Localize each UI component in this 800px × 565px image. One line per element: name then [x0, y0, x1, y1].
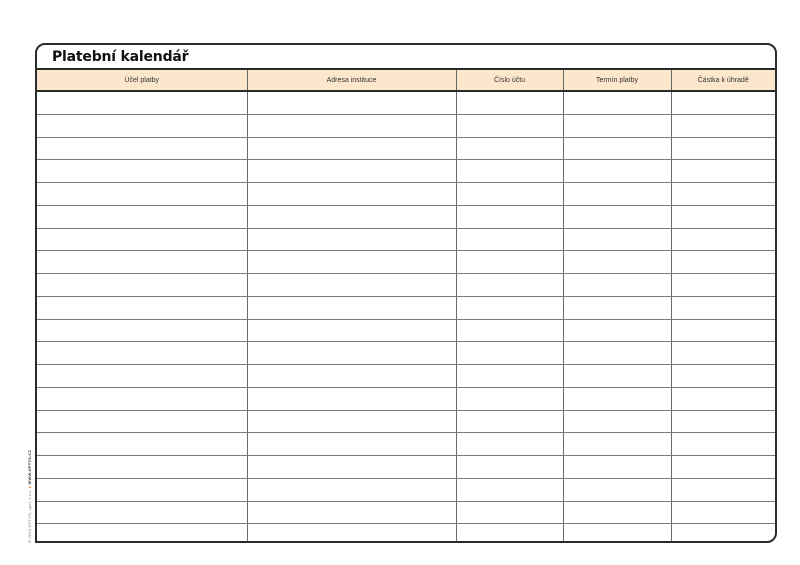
cell-institution-address[interactable] [247, 137, 456, 160]
table-row [37, 114, 775, 137]
cell-amount[interactable] [671, 410, 775, 433]
cell-institution-address[interactable] [247, 296, 456, 319]
cell-amount[interactable] [671, 433, 775, 456]
cell-account-number[interactable] [456, 524, 563, 543]
cell-due-date[interactable] [563, 160, 671, 183]
cell-due-date[interactable] [563, 296, 671, 319]
cell-institution-address[interactable] [247, 387, 456, 410]
cell-due-date[interactable] [563, 114, 671, 137]
cell-due-date[interactable] [563, 478, 671, 501]
table-row [37, 478, 775, 501]
cell-amount[interactable] [671, 365, 775, 388]
cell-due-date[interactable] [563, 319, 671, 342]
table-row [37, 205, 775, 228]
cell-due-date[interactable] [563, 410, 671, 433]
cell-institution-address[interactable] [247, 456, 456, 479]
table-header-row [37, 69, 775, 91]
table-row [37, 410, 775, 433]
separator-dot: ● [27, 485, 32, 489]
table-row [37, 160, 775, 183]
cell-amount[interactable] [671, 478, 775, 501]
table-row [37, 456, 775, 479]
cell-institution-address[interactable] [247, 342, 456, 365]
table-row [37, 137, 775, 160]
cell-purpose[interactable] [37, 342, 247, 365]
cell-account-number[interactable] [456, 478, 563, 501]
payment-table [37, 68, 775, 543]
cell-institution-address[interactable] [247, 91, 456, 114]
cell-institution-address[interactable] [247, 114, 456, 137]
cell-purpose[interactable] [37, 114, 247, 137]
cell-account-number[interactable] [456, 274, 563, 297]
cell-due-date[interactable] [563, 501, 671, 524]
cell-purpose[interactable] [37, 274, 247, 297]
cell-amount[interactable] [671, 456, 775, 479]
cell-account-number[interactable] [456, 342, 563, 365]
cell-purpose[interactable] [37, 365, 247, 388]
cell-account-number[interactable] [456, 137, 563, 160]
cell-due-date[interactable] [563, 251, 671, 274]
cell-amount[interactable] [671, 274, 775, 297]
cell-account-number[interactable] [456, 456, 563, 479]
column-header-institution-address: Adresa instituce [247, 69, 456, 91]
cell-institution-address[interactable] [247, 365, 456, 388]
copyright-text: © 2013 OPTYS, spol. s r.o. [27, 489, 32, 543]
column-header-amount: Částka k úhradě [671, 69, 775, 91]
cell-purpose[interactable] [37, 251, 247, 274]
cell-account-number[interactable] [456, 387, 563, 410]
table-row [37, 274, 775, 297]
cell-purpose[interactable] [37, 319, 247, 342]
cell-amount[interactable] [671, 114, 775, 137]
cell-account-number[interactable] [456, 251, 563, 274]
cell-due-date[interactable] [563, 456, 671, 479]
cell-due-date[interactable] [563, 183, 671, 206]
copyright-note [27, 450, 32, 543]
cell-account-number[interactable] [456, 160, 563, 183]
cell-purpose[interactable] [37, 501, 247, 524]
cell-purpose[interactable] [37, 456, 247, 479]
table-body [37, 91, 775, 543]
cell-account-number[interactable] [456, 319, 563, 342]
table-row [37, 501, 775, 524]
cell-institution-address[interactable] [247, 228, 456, 251]
cell-purpose[interactable] [37, 296, 247, 319]
table-row [37, 91, 775, 114]
cell-due-date[interactable] [563, 433, 671, 456]
table-row [37, 251, 775, 274]
cell-due-date[interactable] [563, 274, 671, 297]
payment-calendar-form [35, 43, 777, 543]
cell-purpose[interactable] [37, 387, 247, 410]
cell-account-number[interactable] [456, 410, 563, 433]
cell-due-date[interactable] [563, 91, 671, 114]
column-header-account-number: Číslo účtu [456, 69, 563, 91]
cell-due-date[interactable] [563, 342, 671, 365]
cell-institution-address[interactable] [247, 319, 456, 342]
cell-institution-address[interactable] [247, 205, 456, 228]
cell-institution-address[interactable] [247, 410, 456, 433]
cell-account-number[interactable] [456, 114, 563, 137]
table-row [37, 433, 775, 456]
cell-institution-address[interactable] [247, 183, 456, 206]
cell-account-number[interactable] [456, 296, 563, 319]
cell-amount[interactable] [671, 296, 775, 319]
cell-amount[interactable] [671, 205, 775, 228]
cell-account-number[interactable] [456, 433, 563, 456]
cell-amount[interactable] [671, 319, 775, 342]
table-row [37, 296, 775, 319]
table-row [37, 183, 775, 206]
cell-amount[interactable] [671, 160, 775, 183]
table-row [37, 228, 775, 251]
cell-amount[interactable] [671, 342, 775, 365]
cell-due-date[interactable] [563, 387, 671, 410]
cell-amount[interactable] [671, 387, 775, 410]
cell-account-number[interactable] [456, 365, 563, 388]
cell-due-date[interactable] [563, 228, 671, 251]
cell-account-number[interactable] [456, 501, 563, 524]
cell-amount[interactable] [671, 228, 775, 251]
table-row [37, 387, 775, 410]
cell-purpose[interactable] [37, 524, 247, 543]
cell-due-date[interactable] [563, 137, 671, 160]
table-row [37, 365, 775, 388]
cell-due-date[interactable] [563, 524, 671, 543]
cell-institution-address[interactable] [247, 524, 456, 543]
cell-account-number[interactable] [456, 183, 563, 206]
cell-due-date[interactable] [563, 205, 671, 228]
cell-purpose[interactable] [37, 91, 247, 114]
table-row [37, 342, 775, 365]
column-header-purpose: Účel platby [37, 69, 247, 91]
form-title: Platební kalendář [52, 49, 189, 65]
cell-purpose[interactable] [37, 137, 247, 160]
cell-purpose[interactable] [37, 205, 247, 228]
cell-account-number[interactable] [456, 91, 563, 114]
cell-amount[interactable] [671, 251, 775, 274]
website-link: WWW.OPTYS.CZ [27, 449, 32, 485]
cell-institution-address[interactable] [247, 160, 456, 183]
cell-institution-address[interactable] [247, 501, 456, 524]
cell-institution-address[interactable] [247, 274, 456, 297]
cell-purpose[interactable] [37, 478, 247, 501]
cell-purpose[interactable] [37, 160, 247, 183]
cell-amount[interactable] [671, 91, 775, 114]
cell-institution-address[interactable] [247, 251, 456, 274]
table-row [37, 319, 775, 342]
column-header-due-date: Termín platby [563, 69, 671, 91]
cell-due-date[interactable] [563, 365, 671, 388]
cell-purpose[interactable] [37, 228, 247, 251]
table-row [37, 524, 775, 543]
cell-purpose[interactable] [37, 410, 247, 433]
cell-amount[interactable] [671, 183, 775, 206]
cell-account-number[interactable] [456, 205, 563, 228]
cell-purpose[interactable] [37, 183, 247, 206]
cell-institution-address[interactable] [247, 433, 456, 456]
cell-institution-address[interactable] [247, 478, 456, 501]
cell-purpose[interactable] [37, 433, 247, 456]
cell-amount[interactable] [671, 501, 775, 524]
cell-account-number[interactable] [456, 228, 563, 251]
cell-amount[interactable] [671, 524, 775, 543]
cell-amount[interactable] [671, 137, 775, 160]
